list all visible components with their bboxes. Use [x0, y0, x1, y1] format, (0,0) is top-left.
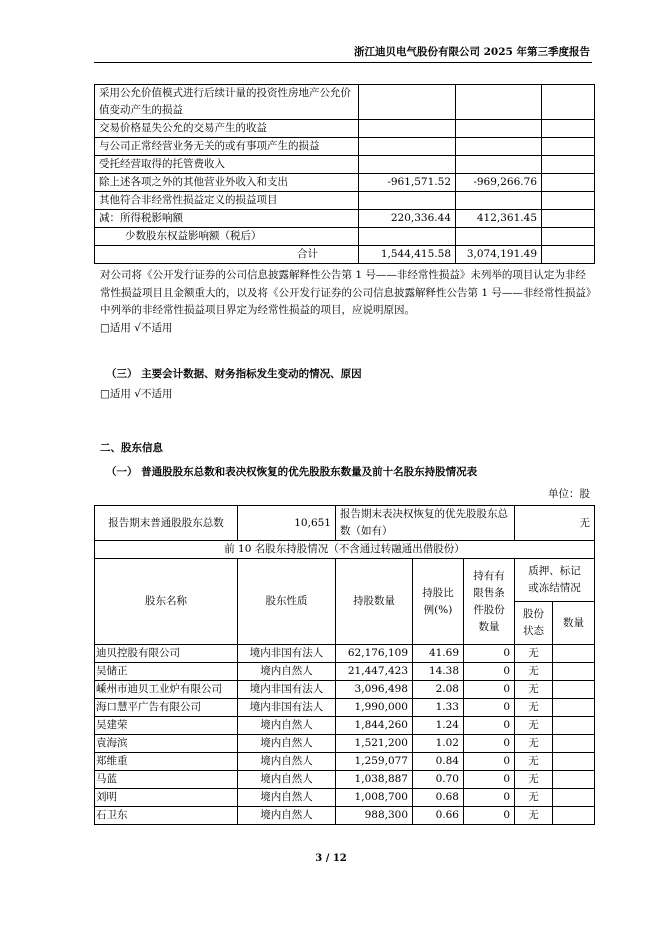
- row-value: 3,074,191.49: [456, 246, 542, 264]
- col-header-nature: 股东性质: [238, 559, 336, 645]
- shareholder-restricted: 0: [464, 645, 515, 663]
- row-value: [456, 85, 542, 120]
- row-label: 采用公允价值模式进行后续计量的投资性房地产公允价值变动产生的损益: [95, 85, 359, 120]
- shareholder-row: [95, 699, 595, 717]
- col-header-pledge: 质押、标记或冻结情况: [515, 559, 595, 602]
- shareholder-restricted: 0: [464, 699, 515, 717]
- shareholder-ratio: 1.02: [413, 735, 464, 753]
- shareholder-ratio: 0.70: [413, 771, 464, 789]
- shareholder-qty: [553, 717, 595, 735]
- nonrecurring-row: [95, 192, 595, 210]
- shareholder-nature: 境内自然人: [238, 807, 336, 825]
- shareholder-name: 海口慧平广告有限公司: [95, 699, 238, 717]
- shareholder-restricted: 0: [464, 735, 515, 753]
- shareholder-ratio: 1.33: [413, 699, 464, 717]
- row-value: [456, 228, 542, 246]
- shareholder-restricted: 0: [464, 807, 515, 825]
- shareholder-nature: 境内非国有法人: [238, 645, 336, 663]
- row-label: 交易价格显失公允的交易产生的收益: [95, 120, 359, 138]
- shareholder-name: 吴建荣: [95, 717, 238, 735]
- row-value: [359, 138, 456, 156]
- shareholder-nature: 境内自然人: [238, 717, 336, 735]
- row-value: [359, 120, 456, 138]
- row-value: [542, 174, 595, 192]
- row-value: [359, 192, 456, 210]
- nonrecurring-table-body: [95, 85, 595, 264]
- col-header-shares: 持股数量: [336, 559, 413, 645]
- shareholder-name: 吴储正: [95, 663, 238, 681]
- nonrecurring-row: [95, 228, 595, 246]
- shareholder-row: [95, 753, 595, 771]
- shareholder-row: [95, 681, 595, 699]
- nonrecurring-row: [95, 210, 595, 228]
- subsection1-title: （一） 普通股股东总数和表决权恢复的优先股股东数量及前十名股东持股情况表: [106, 466, 478, 478]
- col-header-name: 股东名称: [95, 559, 238, 645]
- nonrecurring-row: [95, 120, 595, 138]
- shareholder-qty: [553, 735, 595, 753]
- row-value: -969,266.76: [456, 174, 542, 192]
- shareholder-table: [94, 505, 595, 825]
- shareholder-nature: 境内非国有法人: [238, 699, 336, 717]
- row-label: 减：所得税影响额: [95, 210, 359, 228]
- shareholder-row: [95, 717, 595, 735]
- shareholder-restricted: 0: [464, 771, 515, 789]
- section3-title: （三） 主要会计数据、财务指标发生变动的情况、原因: [106, 368, 362, 380]
- shareholder-row: [95, 735, 595, 753]
- shareholder-nature: 境内自然人: [238, 789, 336, 807]
- row-value: [542, 138, 595, 156]
- shareholder-status: 无: [515, 771, 553, 789]
- row-label: 除上述各项之外的其他营业外收入和支出: [95, 174, 359, 192]
- shareholder-name: 郑维重: [95, 753, 238, 771]
- shareholder-qty: [553, 645, 595, 663]
- shareholder-nature: 境内非国有法人: [238, 681, 336, 699]
- row-value: [542, 210, 595, 228]
- shareholder-qty: [553, 771, 595, 789]
- col-header-ratio: 持股比例(%): [413, 559, 464, 645]
- nonrecurring-row: [95, 156, 595, 174]
- row-value: [359, 228, 456, 246]
- row-value: [542, 228, 595, 246]
- shareholder-name: 嵊州市迪贝工业炉有限公司: [95, 681, 238, 699]
- shareholder-name: 袁海滨: [95, 735, 238, 753]
- shareholder-name: 马蓝: [95, 771, 238, 789]
- shareholder-qty: [553, 663, 595, 681]
- shareholder-qty: [553, 789, 595, 807]
- shareholder-row: [95, 789, 595, 807]
- shareholder-qty: [553, 807, 595, 825]
- row-value: [456, 192, 542, 210]
- shareholder-shares: 1,844,260: [336, 717, 413, 735]
- page-header: 浙江迪贝电气股份有限公司 2025 年第三季度报告: [353, 46, 590, 58]
- pref-holders-value: 无: [515, 506, 595, 541]
- row-label: 其他符合非经常性损益定义的损益项目: [95, 192, 359, 210]
- note-paragraph: 对公司将《公开发行证券的公司信息披露解释性公告第 1 号——非经常性损益》未列举的项目认定为非经常性损益项目且金额重大的，以及将《公开发行证券的公司信息披露解释性公告第 1 号——非经常性损益》中列举的非经常性损益项目界定为经常性损益的项目，应说明原因。: [100, 269, 592, 316]
- shareholder-shares: 1,038,887: [336, 771, 413, 789]
- shareholder-restricted: 0: [464, 753, 515, 771]
- shareholder-nature: 境内自然人: [238, 771, 336, 789]
- row-value: [542, 192, 595, 210]
- shareholder-shares: 988,300: [336, 807, 413, 825]
- row-value: 220,336.44: [359, 210, 456, 228]
- row-value: [359, 156, 456, 174]
- col-header-restricted: 持有有限售条件股份数量: [464, 559, 515, 645]
- col-header-quantity: 数量: [553, 602, 595, 645]
- row-value: [542, 85, 595, 120]
- row-value: 1,544,415.58: [359, 246, 456, 264]
- row-value: [359, 85, 456, 120]
- row-value: [456, 120, 542, 138]
- shareholder-row: [95, 663, 595, 681]
- shareholder-status: 无: [515, 807, 553, 825]
- shareholder-shares: 1,521,200: [336, 735, 413, 753]
- shareholder-ratio: 41.69: [413, 645, 464, 663]
- row-value: [542, 120, 595, 138]
- total-holders-label: 报告期末普通股股东总数: [95, 506, 238, 541]
- shareholder-status: 无: [515, 717, 553, 735]
- shareholder-shares: 1,259,077: [336, 753, 413, 771]
- page-number: 3 / 12: [315, 853, 347, 864]
- shareholder-restricted: 0: [464, 663, 515, 681]
- shareholder-status: 无: [515, 699, 553, 717]
- shareholder-status: 无: [515, 663, 553, 681]
- col-header-status: 股份状态: [515, 602, 553, 645]
- shareholder-nature: 境内自然人: [238, 663, 336, 681]
- row-label: 受托经营取得的托管费收入: [95, 156, 359, 174]
- shareholder-nature: 境内自然人: [238, 753, 336, 771]
- shareholder-restricted: 0: [464, 789, 515, 807]
- nonrecurring-table: [94, 84, 595, 264]
- shareholder-qty: [553, 699, 595, 717]
- section-two-title: 二、股东信息: [100, 442, 163, 454]
- shareholder-ratio: 0.84: [413, 753, 464, 771]
- shareholder-name: 刘明: [95, 789, 238, 807]
- row-label: 与公司正常经营业务无关的或有事项产生的损益: [95, 138, 359, 156]
- shareholder-restricted: 0: [464, 717, 515, 735]
- shareholder-nature: 境内自然人: [238, 735, 336, 753]
- shareholder-status: 无: [515, 681, 553, 699]
- row-label: 合计: [95, 246, 359, 264]
- row-value: 412,361.45: [456, 210, 542, 228]
- row-value: [542, 246, 595, 264]
- shareholder-status: 无: [515, 645, 553, 663]
- applicable-choice-1: □适用 √不适用: [100, 322, 173, 334]
- shareholder-row: [95, 807, 595, 825]
- nonrecurring-row: [95, 138, 595, 156]
- header-divider: [94, 62, 592, 63]
- shareholder-row: [95, 771, 595, 789]
- top10-caption: 前 10 名股东持股情况（不含通过转融通出借股份）: [95, 541, 595, 559]
- row-value: [542, 156, 595, 174]
- shareholder-ratio: 2.08: [413, 681, 464, 699]
- shareholder-ratio: 0.68: [413, 789, 464, 807]
- shareholder-name: 石卫东: [95, 807, 238, 825]
- total-holders-value: 10,651: [238, 506, 336, 541]
- nonrecurring-row: [95, 174, 595, 192]
- shareholder-status: 无: [515, 753, 553, 771]
- shareholder-ratio: 14.38: [413, 663, 464, 681]
- shareholder-shares: 62,176,109: [336, 645, 413, 663]
- shareholder-table-body: [95, 506, 595, 825]
- row-value: -961,571.52: [359, 174, 456, 192]
- unit-label: 单位：股: [548, 488, 590, 500]
- shareholder-qty: [553, 753, 595, 771]
- nonrecurring-row: [95, 246, 595, 264]
- shareholder-shares: 3,096,498: [336, 681, 413, 699]
- shareholder-shares: 1,990,000: [336, 699, 413, 717]
- shareholder-qty: [553, 681, 595, 699]
- shareholder-status: 无: [515, 789, 553, 807]
- applicable-choice-2: □适用 √不适用: [100, 388, 173, 400]
- shareholder-name: 迪贝控股有限公司: [95, 645, 238, 663]
- row-value: [456, 156, 542, 174]
- shareholder-shares: 1,008,700: [336, 789, 413, 807]
- row-label: 少数股东权益影响额（税后）: [95, 228, 359, 246]
- shareholder-restricted: 0: [464, 681, 515, 699]
- pref-holders-label: 报告期末表决权恢复的优先股股东总数（如有）: [336, 506, 515, 541]
- nonrecurring-row: [95, 85, 595, 120]
- row-value: [456, 138, 542, 156]
- shareholder-ratio: 0.66: [413, 807, 464, 825]
- shareholder-shares: 21,447,423: [336, 663, 413, 681]
- shareholder-row: [95, 645, 595, 663]
- shareholder-ratio: 1.24: [413, 717, 464, 735]
- shareholder-status: 无: [515, 735, 553, 753]
